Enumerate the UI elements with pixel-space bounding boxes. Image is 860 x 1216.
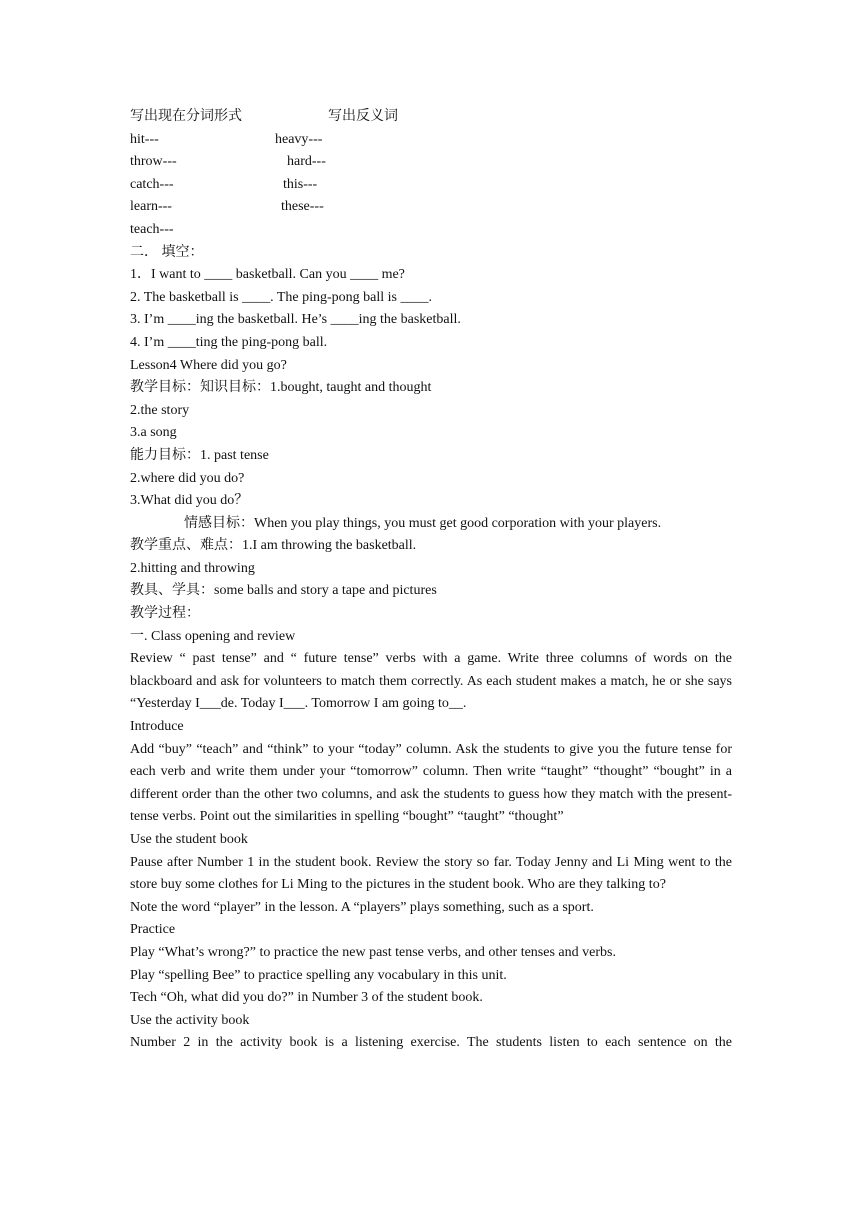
participle-word: learn---	[130, 199, 172, 215]
student-book-paragraph: Pause after Number 1 in the student book. Review the story so far. Today Jenny and Li Ming went to the store buy some clothes for Li Ming to the pictures in the student book. Who are they talking to?	[130, 854, 732, 893]
fill-item: 2. The basketball is ____. The ping-pong ball is ____.	[130, 289, 433, 305]
student-book-title: Use the student book	[130, 832, 248, 847]
participle-word: hit---	[130, 131, 159, 147]
antonym-word: these---	[281, 199, 324, 215]
antonym-header: 写出反义词	[328, 109, 398, 124]
fill-item: 1．I want to ____ basketball. Can you ____ me?	[130, 267, 405, 283]
ability-goal: 2.where did you do?	[130, 470, 245, 486]
key-point: 2.hitting and throwing	[130, 560, 255, 576]
antonym-word: heavy---	[275, 131, 323, 147]
activity-book-title: Use the activity book	[130, 1012, 250, 1028]
document-page	[130, 106, 732, 1055]
participle-word: catch---	[130, 176, 174, 192]
word-row	[130, 174, 732, 197]
word-row	[130, 151, 732, 174]
fill-item: 4. I’m ____ting the ping-pong ball.	[130, 334, 328, 350]
participle-word: teach---	[130, 221, 174, 237]
knowledge-goal: 教学目标：知识目标：1.bought, taught and thought	[130, 380, 432, 396]
practice-item: Tech “Oh, what did you do?” in Number 3 of the student book.	[130, 990, 483, 1006]
knowledge-goal: 2.the story	[130, 402, 190, 418]
fill-item: 3. I’m ____ing the basketball. He’s ____ing the basketball.	[130, 312, 461, 328]
review-paragraph: Review “ past tense” and “ future tense” verbs with a game. Write three columns of words on the blackboard and ask for volunteers to match them correctly. As each student makes a match, he or she says “Yesterday I___de. Today I___. Tomorrow I am going to__.	[130, 651, 732, 712]
player-note: Note the word “player” in the lesson. A “players” plays something, such as a sport.	[130, 899, 594, 915]
section-headers	[130, 106, 732, 129]
practice-item: Play “What’s wrong?” to practice the new past tense verbs, and other tenses and verbs.	[130, 944, 616, 960]
antonym-word: this---	[283, 176, 318, 192]
knowledge-goal: 3.a song	[130, 425, 177, 441]
present-participle-header: 写出现在分词形式	[130, 109, 242, 124]
participle-word: throw---	[130, 154, 177, 170]
word-row	[130, 219, 732, 242]
ability-goal: 3.What did you do？	[130, 493, 249, 509]
process-title: 教学过程：	[130, 606, 200, 622]
key-point: 教学重点、难点：1.I am throwing the basketball.	[130, 538, 417, 554]
fill-section-title: 二． 填空：	[130, 244, 204, 260]
word-row	[130, 129, 732, 152]
emotion-goal: 情感目标：When you play things, you must get good corporation with your players.	[184, 515, 662, 531]
activity-paragraph: Number 2 in the activity book is a listening exercise. The students listen to each sentence on the	[130, 1035, 732, 1051]
lesson-title: Lesson4 Where did you go?	[130, 357, 287, 373]
practice-item: Play “spelling Bee” to practice spelling any vocabulary in this unit.	[130, 967, 507, 983]
introduce-paragraph: Add “buy” “teach” and “think” to your “today” column. Ask the students to give you the future tense for each verb and write them under your “tomorrow” column. Then write “taught” “thought” “bought” in a different order than the other two columns, and ask the students to guess how they match with the present-tense verbs. Point out the similarities in spelling “bought” “taught” “thought”	[130, 741, 732, 825]
materials-line: 教具、学具：some balls and story a tape and pictures	[130, 583, 437, 599]
practice-title: Practice	[130, 922, 176, 938]
introduce-title: Introduce	[130, 719, 184, 735]
opening-title: 一. Class opening and review	[130, 628, 296, 644]
ability-goal: 能力目标：1. past tense	[130, 447, 269, 463]
antonym-word: hard---	[287, 154, 326, 170]
word-row	[130, 196, 732, 219]
